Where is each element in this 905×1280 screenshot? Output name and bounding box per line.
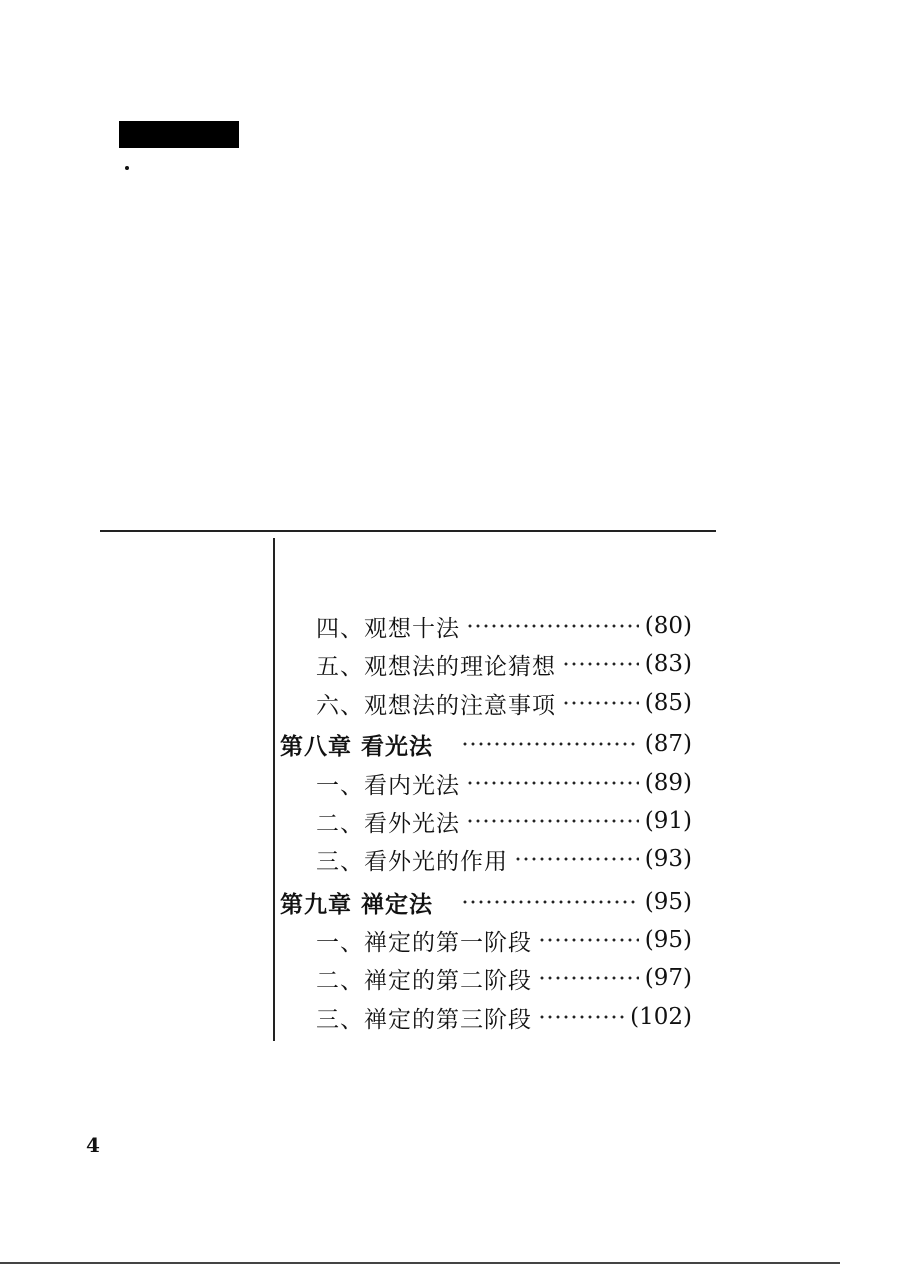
toc-chapter-title: 第八章 看光法 (280, 733, 434, 760)
toc-chapter (280, 884, 692, 920)
toc-entry (280, 608, 692, 644)
toc-entry-title: 三、看外光的作用 (316, 848, 508, 875)
toc-chapter-title: 第九章 禅定法 (280, 891, 434, 918)
dot-leader (538, 1013, 624, 1021)
toc-entry-page: (91) (644, 808, 692, 834)
toc-entry (280, 646, 692, 682)
toc-entry (280, 960, 692, 996)
toc-entry-title: 二、看外光法 (316, 810, 460, 837)
toc-entry-title: 一、看内光法 (316, 772, 460, 799)
toc-chapter (280, 726, 692, 762)
toc-entry-page: (97) (644, 965, 692, 991)
dot-leader (538, 974, 639, 982)
toc-entry-title: 五、观想法的理论猜想 (316, 653, 556, 680)
toc-entry-title: 六、观想法的注意事项 (316, 692, 556, 719)
toc-entry-page: (83) (644, 651, 692, 677)
toc-entry-title: 二、禅定的第二阶段 (316, 967, 532, 994)
toc-entry (280, 841, 692, 877)
toc-entry (280, 803, 692, 839)
bottom-rule (0, 1262, 840, 1264)
toc-entry-title: 四、观想十法 (316, 615, 460, 642)
toc-entry-title: 一、禅定的第一阶段 (316, 929, 532, 956)
toc-entry (280, 922, 692, 958)
vertical-rule (273, 538, 275, 1041)
dot-leader (466, 779, 639, 787)
page-number: 4 (86, 1133, 100, 1157)
toc-entry-page: (93) (644, 846, 692, 872)
toc-entry-page: (85) (644, 690, 692, 716)
toc-entry-title: 三、禅定的第三阶段 (316, 1006, 532, 1033)
dot-leader (461, 740, 639, 748)
dot-leader (466, 817, 639, 825)
dot-leader (538, 936, 639, 944)
toc-entry-page: (102) (630, 1004, 692, 1030)
dot-leader (461, 898, 639, 906)
dot-leader (562, 660, 639, 668)
toc-chapter-page: (87) (644, 731, 692, 757)
toc-entry (280, 999, 692, 1035)
ink-speck (125, 166, 129, 170)
toc-entry-page: (80) (644, 613, 692, 639)
toc-entry-page: (95) (644, 927, 692, 953)
toc-entry-page: (89) (644, 770, 692, 796)
dot-leader (466, 622, 639, 630)
top-rule (100, 530, 716, 532)
toc-entry (280, 765, 692, 801)
dot-leader (514, 855, 639, 863)
redaction-block (119, 121, 239, 148)
toc-entry (280, 685, 692, 721)
dot-leader (562, 699, 639, 707)
toc-chapter-page: (95) (644, 889, 692, 915)
